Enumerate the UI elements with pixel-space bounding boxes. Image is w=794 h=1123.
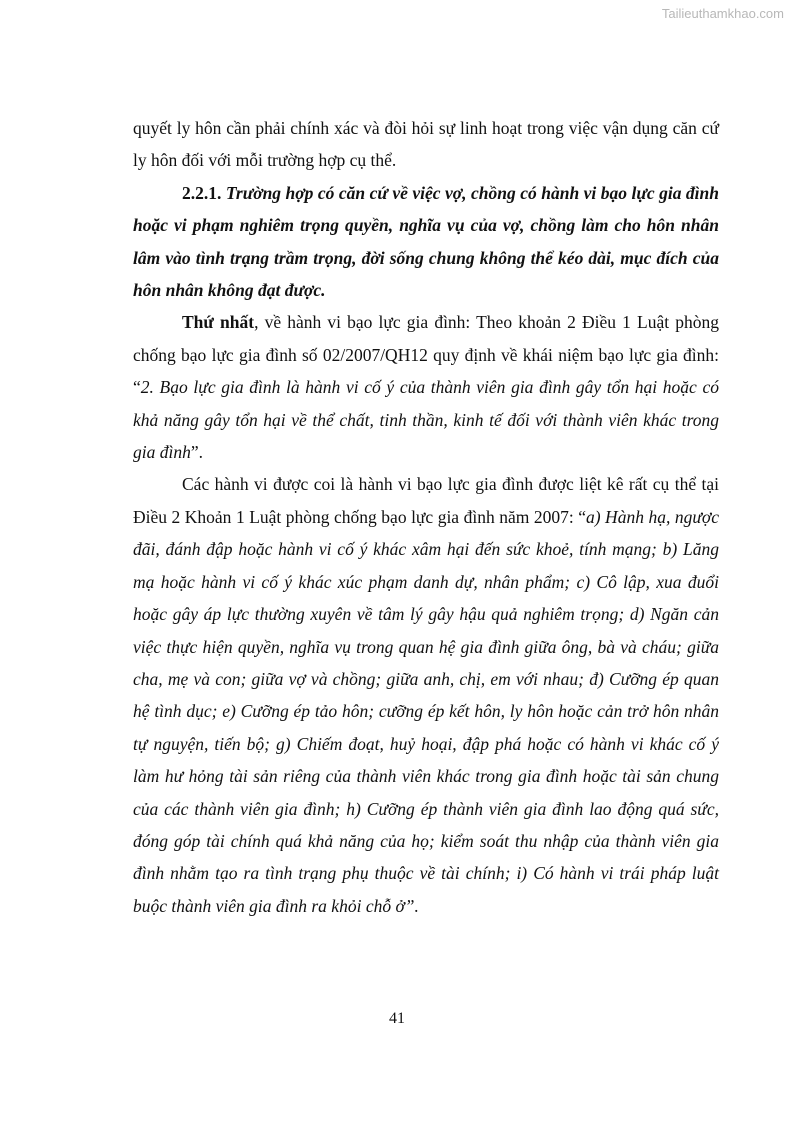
section-number: 2.2.1.: [182, 182, 222, 203]
document-body: [133, 112, 719, 922]
lead-phrase: Thứ nhất: [182, 312, 255, 333]
paragraph-text: Các hành vi được coi là hành vi bạo lực gia đình được liệt kê rất cụ thể tại Điều 2 Khoản 1 Luật phòng chống bạo lực gia đình năm 2007: “: [133, 474, 719, 527]
section-title: Trường hợp có căn cứ về việc vợ, chồng có hành vi bạo lực gia đình hoặc vi phạm nghiêm trọng quyền, nghĩa vụ của vợ, chồng làm cho hôn nhân lâm vào tình trạng trầm trọng, đời sống chung không thể kéo dài, mục đích của hôn nhân không đạt được.: [133, 182, 719, 301]
paragraph-thu-nhat: [133, 306, 719, 468]
paragraph-text: , về hành vi bạo lực gia đình: Theo khoản 2 Điều 1 Luật phòng chống bạo lực gia đình số 02/2007/QH12 quy định về khái niệm bạo lực gia đình: “: [133, 312, 719, 398]
paragraph-continuation: quyết ly hôn cần phải chính xác và đòi hỏi sự linh hoạt trong việc vận dụng căn cứ ly hôn đối với mỗi trường hợp cụ thể.: [133, 118, 719, 171]
paragraph-list-of-acts: [133, 468, 719, 922]
watermark: Tailieuthamkhao.com: [661, 6, 784, 21]
page-number: 41: [389, 1010, 405, 1027]
quoted-list: a) Hành hạ, ngược đãi, đánh đập hoặc hành vi cố ý khác xâm hại đến sức khoẻ, tính mạng; b) Lăng mạ hoặc hành vi cố ý khác xúc phạm danh dự, nhân phẩm; c) Cô lập, xua đuổi hoặc gây áp lực thường xuyên về tâm lý gây hậu quả nghiêm trọng; d) Ngăn cản việc thực hiện quyền, nghĩa vụ trong quan hệ gia đình giữa ông, bà và cháu; giữa cha, mẹ và con; giữa vợ và chồng; giữa anh, chị, em với nhau; đ) Cưỡng ép quan hệ tình dục; e) Cưỡng ép tảo hôn; cưỡng ép kết hôn, ly hôn hoặc cản trở hôn nhân tự nguyện, tiến bộ; g) Chiếm đoạt, huỷ hoại, đập phá hoặc có hành vi khác cố ý làm hư hỏng tài sản riêng của thành viên khác trong gia đình hoặc tài sản chung của các thành viên gia đình; h) Cưỡng ép thành viên gia đình lao động quá sức, đóng góp tài chính quá khả năng của họ; kiểm soát thu nhập của thành viên gia đình nhằm tạo ra tình trạng phụ thuộc về tài chính; i) Có hành vi trái pháp luật buộc thành viên gia đình ra khỏi chỗ ở”.: [133, 506, 719, 916]
quote-close: ”.: [190, 442, 204, 463]
section-heading-2-2-1: [133, 177, 719, 307]
quoted-definition: 2. Bạo lực gia đình là hành vi cố ý của thành viên gia đình gây tổn hại hoặc có khả năng gây tổn hại về thể chất, tinh thần, kinh tế đối với thành viên khác trong gia đình: [133, 377, 719, 463]
